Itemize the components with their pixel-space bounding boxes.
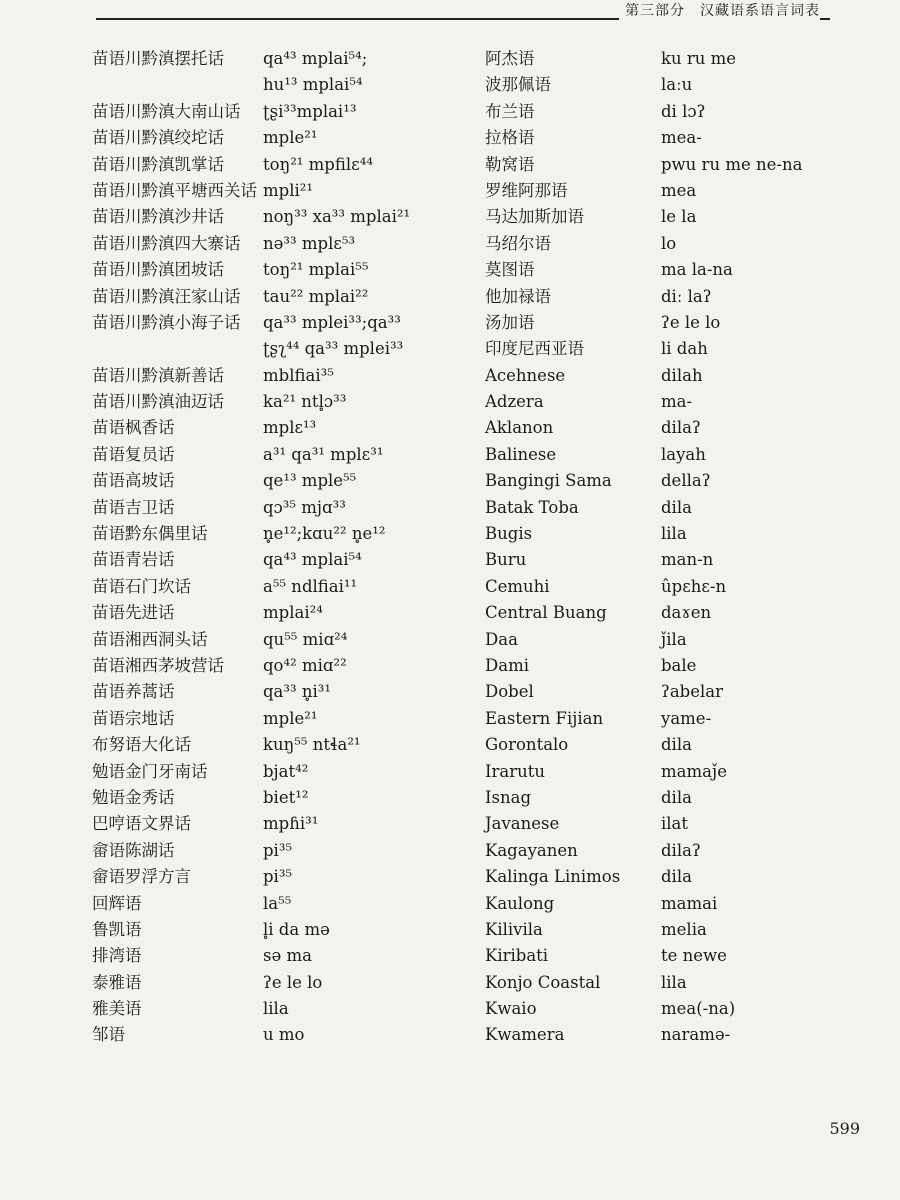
word-form: laːu [661,75,693,95]
table-row [78,468,838,494]
word-form: qe¹³ mple⁵⁵ [263,471,357,491]
language-name: Bugis [485,524,533,544]
word-form: qo⁴² miɑ²² [263,655,347,675]
word-form: mplai²⁴ [263,603,323,623]
word-form: qa³³ mplei³³;qa³³ [263,312,401,332]
table-row [78,125,838,151]
word-form: ku ru me [661,49,737,68]
table-row [78,838,838,864]
word-form: dilaʔ [661,418,701,438]
language-name-cjk: 畲语陈湖话 [92,840,175,860]
table-row [78,231,838,257]
word-form: ʔe le lo [263,972,323,992]
language-name: Daa [485,629,518,649]
language-name: Adzera [485,392,544,412]
language-name-cjk: 苗语川黔滇团坡话 [92,260,224,280]
language-name-cjk [78,336,263,362]
language-name-cjk: 苗语川黔滇四大寨话 [92,233,241,253]
language-name: Bangingi Sama [485,471,612,491]
word-form: sə ma [263,946,312,966]
word-form: mple²¹ [263,708,318,728]
word-form: le la [661,207,697,227]
language-name: 汤加语 [485,312,535,332]
word-form: ilat [661,814,689,834]
table-row [78,996,838,1022]
word-form: daɤen [661,603,712,623]
word-form: qu⁵⁵ miɑ²⁴ [263,629,348,649]
language-name-cjk: 畲语罗浮方言 [92,867,191,887]
table-row [78,891,838,917]
table-row [78,152,838,178]
table-row [78,732,838,758]
word-form: tau²² mplai²² [263,286,369,306]
language-name-cjk: 泰雅语 [92,972,142,992]
language-name-cjk: 回辉语 [92,893,142,913]
table-row [78,653,838,679]
word-form: layah [661,444,706,464]
language-name: Konjo Coastal [485,972,601,992]
word-form: mamaǰe [661,761,728,781]
table-row [78,257,838,283]
language-name-cjk: 布努语大化话 [92,735,191,755]
word-form: pi³⁵ [263,840,293,860]
word-form: qa⁴³ mplai⁵⁴ [263,550,362,570]
word-form: mplɛ¹³ [263,418,317,438]
language-name: Central Buang [485,603,607,623]
language-name: Kalinga Linimos [485,867,621,887]
word-form: naramə- [661,1025,731,1045]
language-name: Kagayanen [485,840,578,860]
word-form: kuŋ⁵⁵ ntɬa²¹ [263,735,361,755]
word-form: ka²¹ ntl̥ɔ³³ [263,392,347,412]
table-row [78,759,838,785]
word-form: di lɔʔ [661,101,706,121]
word-form: ʔe le lo [661,312,721,332]
language-name: 布兰语 [485,101,535,121]
table-row [78,574,838,600]
table-row [78,970,838,996]
language-name: Balinese [485,444,557,464]
language-name-cjk: 鲁凯语 [92,919,142,939]
word-form: dilah [661,365,703,385]
word-form: biet¹² [263,787,309,807]
word-form: dila [661,787,692,807]
language-name-cjk: 苗语宗地话 [92,708,175,728]
table-row [78,72,838,98]
language-name: 罗维阿那语 [485,180,568,200]
word-form: te newe [661,946,727,966]
word-form: pwu ru me ne-na [661,154,803,174]
language-name: 波那佩语 [485,75,551,95]
word-form: dila [661,735,692,755]
language-name: Kwaio [485,999,537,1019]
language-name: Javanese [485,814,560,834]
word-form: toŋ²¹ mpfilɛ⁴⁴ [263,154,373,174]
table-row [78,864,838,890]
language-name-cjk: 苗语湘西洞头话 [92,629,208,649]
word-form: ma- [661,392,693,412]
language-name: Batak Toba [485,497,579,517]
word-form: mea- [661,128,702,148]
language-name: 印度尼西亚语 [485,339,584,359]
language-name-cjk: 苗语川黔滇新善话 [92,365,224,385]
page-number: 599 [829,1119,860,1138]
word-form: li dah [661,339,708,359]
language-name: Dobel [485,682,534,702]
language-name: Cemuhi [485,576,550,596]
table-row [78,310,838,336]
word-form: qa⁴³ mplai⁵⁴; [263,49,368,68]
word-form: man-n [661,550,714,570]
word-form: ma la-na [661,260,733,280]
language-name-cjk: 苗语川黔滇绞坨话 [92,128,224,148]
language-name: Isnag [485,787,532,807]
language-name: Aklanon [485,418,554,438]
language-name: 他加禄语 [485,286,551,306]
word-form: mea(-na) [661,999,736,1019]
table-row [78,284,838,310]
word-form: a⁵⁵ ndlfiai¹¹ [263,576,358,596]
language-name-cjk: 苗语川黔滇沙井话 [92,207,224,227]
language-name-cjk: 排湾语 [92,946,142,966]
language-name-cjk: 苗语川黔滇汪家山话 [92,286,241,306]
word-form: qa³³ n̥i³¹ [263,682,332,702]
word-form: noŋ³³ xa³³ mplai²¹ [263,207,411,227]
word-form: dila [661,497,692,517]
language-name: 莫图语 [485,260,535,280]
running-header [0,0,900,22]
language-name-cjk: 勉语金秀话 [92,787,175,807]
language-name: Kaulong [485,893,555,913]
word-form: u mo [263,1025,305,1045]
language-name-cjk [78,72,263,98]
word-form: melia [661,919,707,939]
language-name-cjk: 苗语高坡话 [92,471,175,491]
language-name-cjk: 苗语枫香话 [92,418,175,438]
language-name: 马达加斯加语 [485,207,584,227]
table-row [78,336,838,362]
table-row [78,415,838,441]
language-name-cjk: 苗语川黔滇平塘西关话 [92,180,257,200]
language-name-cjk: 苗语湘西茅坡营话 [92,655,224,675]
word-form: dilaʔ [661,840,701,860]
word-form: la⁵⁵ [263,893,292,913]
word-form: toŋ²¹ mplai⁵⁵ [263,260,369,280]
word-form: ûpɛhɛ-n [661,576,727,596]
word-form: lo [661,233,677,253]
language-name-cjk: 苗语青岩话 [92,550,175,570]
word-form: pi³⁵ [263,867,293,887]
word-form: lila [263,999,289,1019]
table-row [78,363,838,389]
table-row [78,811,838,837]
language-name: 勒窝语 [485,154,535,174]
word-form: bale [661,655,697,675]
table-row [78,706,838,732]
language-name: 马绍尔语 [485,233,551,253]
word-form: dila [661,867,692,887]
language-name-cjk: 苗语川黔滇小海子话 [92,312,241,332]
table-row [78,785,838,811]
language-name-cjk: 苗语石门坎话 [92,576,191,596]
table-row [78,521,838,547]
table-row [78,679,838,705]
word-form: nə³³ mplɛ⁵³ [263,233,356,253]
word-list-table [78,46,838,1049]
word-form: l̥i da mə [263,919,330,939]
word-form: a³¹ qa³¹ mplɛ³¹ [263,444,384,464]
language-name: Kiribati [485,946,549,966]
language-name-cjk: 苗语养蒿话 [92,682,175,702]
word-form: hu¹³ mplai⁵⁴ [263,75,363,95]
language-name: Buru [485,550,527,570]
language-name-cjk: 苗语先进话 [92,603,175,623]
word-form: mpɦi³¹ [263,814,319,834]
word-form: ʈʂʅ⁴⁴ qa³³ mplei³³ [263,339,404,359]
language-name: 阿杰语 [485,49,535,68]
table-row [78,46,838,72]
word-form: ʈʂi³³mplai¹³ [263,101,357,121]
language-name: Gorontalo [485,735,569,755]
word-form: n̥e¹²;kɑu²² n̥e¹² [263,524,386,544]
language-name-cjk: 苗语黔东偶里话 [92,524,208,544]
language-name-cjk: 苗语复员话 [92,444,175,464]
header-title: 第三部分 汉藏语系语言词表 [619,0,820,20]
word-form: diː laʔ [661,286,712,306]
table-row [78,99,838,125]
table-row [78,178,838,204]
word-form: mblfiai³⁵ [263,365,334,385]
table-row [78,943,838,969]
language-name-cjk: 邹语 [92,1025,125,1045]
language-name-cjk: 苗语吉卫话 [92,497,175,517]
word-form: lila [661,972,687,992]
word-form: mple²¹ [263,128,318,148]
word-form: ǰila [661,629,687,649]
language-name: Irarutu [485,761,546,781]
table-row [78,600,838,626]
word-form: yame- [661,708,712,728]
language-name-cjk: 苗语川黔滇油迈话 [92,392,224,412]
language-name: Dami [485,655,529,675]
table-row [78,204,838,230]
table-row [78,389,838,415]
word-form: mpli²¹ [263,180,313,200]
table-row [78,1022,838,1048]
word-form: mamai [661,893,718,913]
word-form: qɔ³⁵ mjɑ³³ [263,497,346,517]
language-name-cjk: 苗语川黔滇凯掌话 [92,154,224,174]
language-name: Acehnese [485,365,566,385]
language-name-cjk: 雅美语 [92,999,142,1019]
language-name: Kwamera [485,1025,565,1045]
language-name: 拉格语 [485,128,535,148]
word-form: ʔabelar [661,682,724,702]
table-row [78,495,838,521]
language-name: Kilivila [485,919,543,939]
table-row [78,917,838,943]
language-name-cjk: 勉语金门牙南话 [92,761,208,781]
language-name-cjk: 苗语川黔滇大南山话 [92,101,241,121]
table-row [78,627,838,653]
word-form: lila [661,524,687,544]
word-form: bjat⁴² [263,761,309,781]
language-name-cjk: 巴哼语文界话 [92,814,191,834]
table-row [78,442,838,468]
language-name: Eastern Fijian [485,708,604,728]
language-name-cjk: 苗语川黔滇摆托话 [92,49,224,68]
word-form: mea [661,180,697,200]
word-form: dellaʔ [661,471,711,491]
table-row [78,547,838,573]
